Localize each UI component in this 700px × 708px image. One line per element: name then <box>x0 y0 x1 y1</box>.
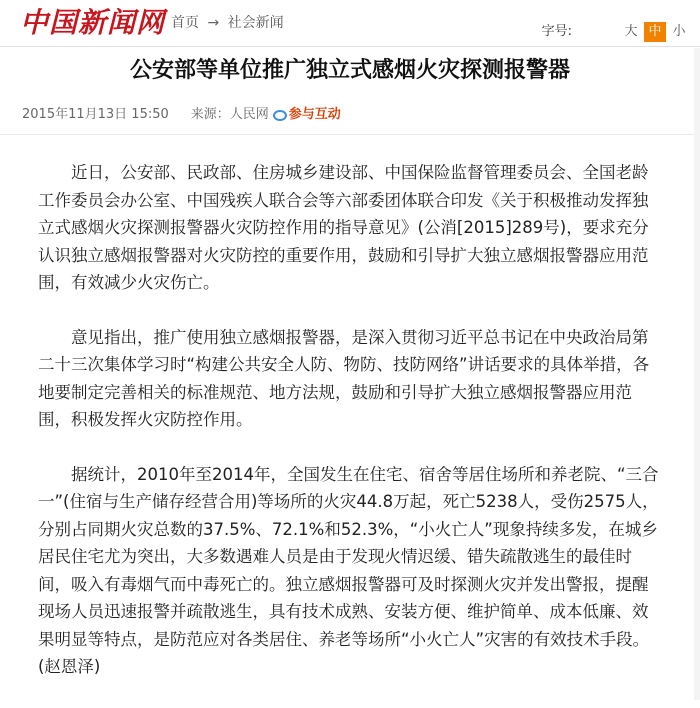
font-size-label: 字号: <box>541 24 572 39</box>
breadcrumb <box>171 13 284 33</box>
comment-bubble-icon <box>273 110 287 121</box>
font-size-medium-button[interactable]: 中 <box>644 22 666 42</box>
article-title: 公安部等单位推广独立式感烟火灾探测报警器 <box>129 58 570 83</box>
article-paragraph: 意见指出，推广使用独立感烟报警器，是深入贯彻习近平总书记在中央政治局第二十三次集体学习时“构建公共安全人防、物防、技防网络”讲话要求的具体举措，各地要制定完善相关的标准规范、地方法规，鼓励和引导扩大独立感烟报警器应用范围，积极发挥火灾防控作用。 <box>38 327 650 429</box>
join-discussion-link[interactable] <box>273 104 341 126</box>
article-body <box>38 159 660 708</box>
site-logo[interactable]: 中国新闻网 <box>20 6 166 39</box>
breadcrumb-home-link[interactable]: 首页 <box>171 15 199 31</box>
source-link[interactable]: 人民网 <box>229 107 269 122</box>
article-paragraph: 近日，公安部、民政部、住房城乡建设部、中国保险监督管理委员会、全国老龄工作委员会办公室、中国残疾人联合会等六部委团体联合印发《关于积极推动发挥独立式感烟火灾探测报警器火灾防控作用的指导意见》(公消[2015]289号)，要求充分认识独立感烟报警器对火灾防控的重要作用，鼓励和引导扩大独立感烟报警器应用范围，有效减少火灾伤亡。 <box>38 163 649 292</box>
article-paragraph: 据统计，2010年至2014年，全国发生在住宅、宿舍等居住场所和养老院、“三合一”(住宿与生产储存经营合用)等场所的火灾44.8万起，死亡5238人，受伤2575人，分别占同期火灾总数的37.5%、72.1%和52.3%，“小火亡人”现象持续多发，在城乡居民住宅尤为突出，大多数遇难人员是由于发现火情迟缓、错失疏散逃生的最佳时间，吸入有毒烟气而中毒死亡的。独立感烟报警器可及时探测火灾并发出警报，提醒现场人员迅速报警并疏散逃生，具有技术成熟、安装方便、维护简单、成本低廉、效果明显等特点，是防范应对各类居住、养老等场所“小火亡人”灾害的有效技术手段。(赵恩泽) <box>38 464 659 676</box>
breadcrumb-section-link[interactable]: 社会新闻 <box>227 15 284 31</box>
breadcrumb-arrow-icon: → <box>207 15 220 31</box>
article-meta <box>22 104 341 126</box>
font-size-large-button[interactable]: 大 <box>624 24 638 39</box>
join-discussion-label: 参与互动 <box>288 107 341 122</box>
font-size-control <box>542 22 690 42</box>
divider <box>0 134 700 135</box>
font-size-small-button[interactable]: 小 <box>672 24 686 39</box>
source-label: 来源： <box>190 107 230 122</box>
article-datetime: 2015年11月13日 15:50 <box>22 107 169 122</box>
site-header <box>0 0 700 47</box>
article-source <box>191 104 269 126</box>
page-scrollbar[interactable] <box>694 48 700 700</box>
